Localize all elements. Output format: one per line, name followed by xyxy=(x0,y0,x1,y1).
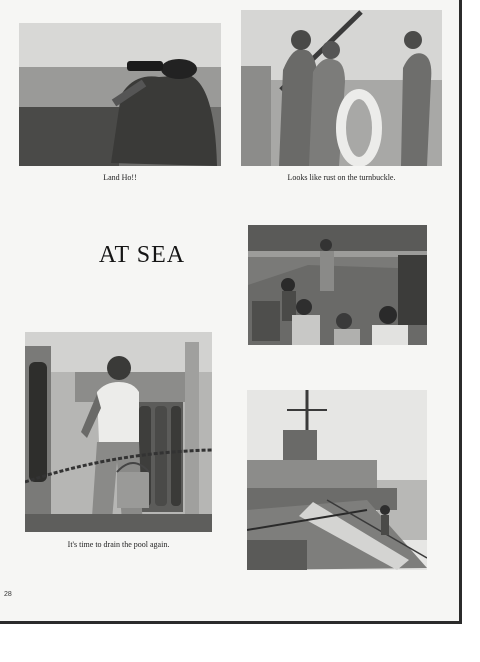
photo-binoculars xyxy=(19,23,221,166)
page-title: AT SEA xyxy=(98,242,186,268)
binoculars-image xyxy=(19,23,221,166)
deck-crew-image xyxy=(241,10,442,166)
photo-deck-crew xyxy=(241,10,442,166)
photo-caption: Land Ho!! xyxy=(103,173,137,182)
page-number: 28 xyxy=(4,591,12,598)
photo-ship-bow xyxy=(247,390,427,570)
photo-caption: Looks like rust on the turnbuckle. xyxy=(287,173,396,182)
photo-sailor-bucket xyxy=(25,332,212,532)
sailor-bucket-image xyxy=(25,332,212,532)
ship-bow-image xyxy=(247,390,427,570)
crew-gathering-image xyxy=(248,225,427,345)
photo-crew-gathering xyxy=(248,225,427,345)
photo-caption: It's time to drain the pool again. xyxy=(67,540,170,549)
